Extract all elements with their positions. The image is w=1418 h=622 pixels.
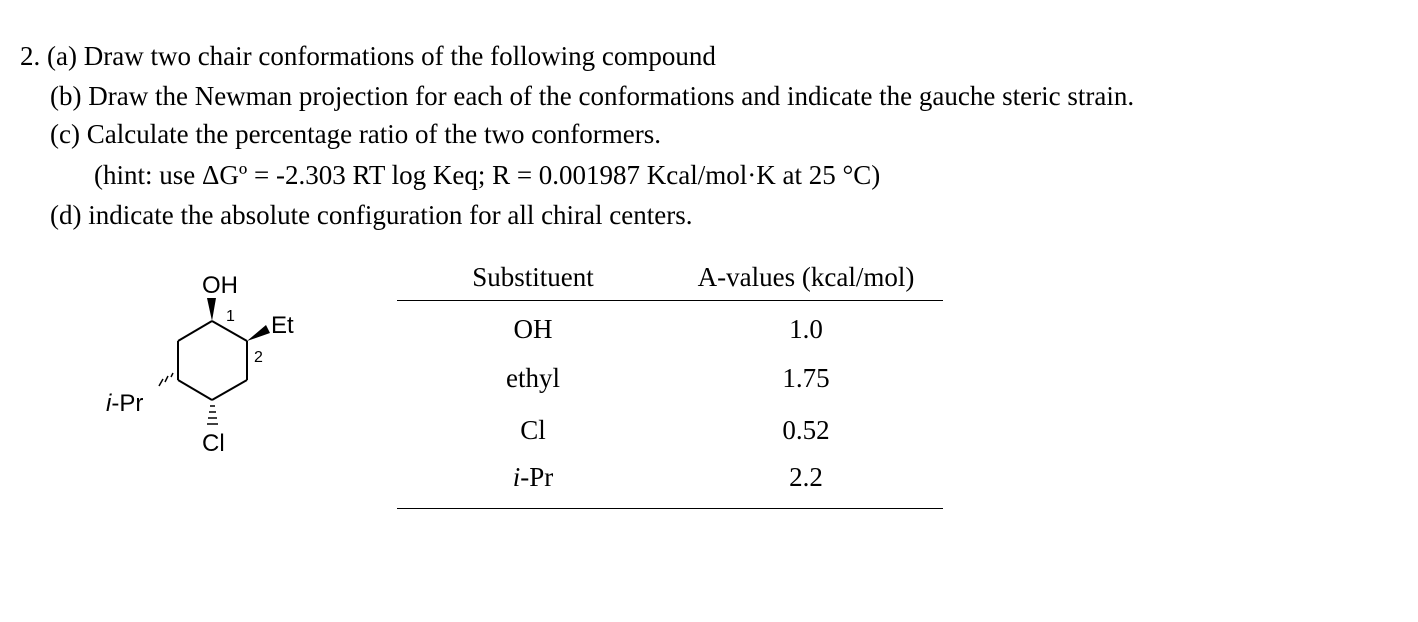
question-part-b: (b) Draw the Newman projection for each of the conformations and indicate the gauche steric strain. [50,81,1135,111]
table-header-row [397,262,943,301]
substituent-cell: i-Pr [512,461,554,492]
table-row [397,353,943,405]
table-row [397,405,943,457]
a-value-cell: 2.2 [789,461,823,492]
et-substituent-label: Et [271,312,294,339]
header-a-values: A-values (kcal/mol) [697,262,915,292]
a-value-cell: 0.52 [782,415,830,445]
table-row [397,457,943,509]
a-value-cell: 1.0 [789,314,823,345]
substituent-cell: ethyl [506,363,560,393]
substituent-cell: Cl [520,415,546,445]
question-part-a: 2. (a) Draw two chair conformations of the following compound [20,41,716,71]
cyclohexane-ring [178,321,247,400]
locant-2: 2 [254,349,263,366]
header-substituent: Substituent [472,262,594,292]
question-part-c: (c) Calculate the percentage ratio of the two conformers. [50,119,661,149]
question-part-d: (d) indicate the absolute configuration for all chiral centers. [50,200,693,230]
substituent-cell: OH [513,314,553,345]
oh-wedge-bond [207,298,216,321]
et-wedge-bond [247,325,270,341]
locant-1: 1 [226,308,235,325]
cyclohexane-structure [100,262,320,462]
ipr-substituent-label: i-Pr [106,390,144,417]
question-hint: (hint: use ΔGº = -2.303 RT log Keq; R = 0.001987 Kcal/mol·K at 25 °C) [94,160,881,190]
a-value-cell: 1.75 [782,363,830,393]
cl-hash-bond [207,406,218,424]
oh-substituent-label: OH [202,272,238,299]
table-row [397,301,943,353]
a-value-table [397,262,943,509]
ipr-hash-bond [159,373,173,386]
cl-substituent-label: Cl [202,430,225,457]
